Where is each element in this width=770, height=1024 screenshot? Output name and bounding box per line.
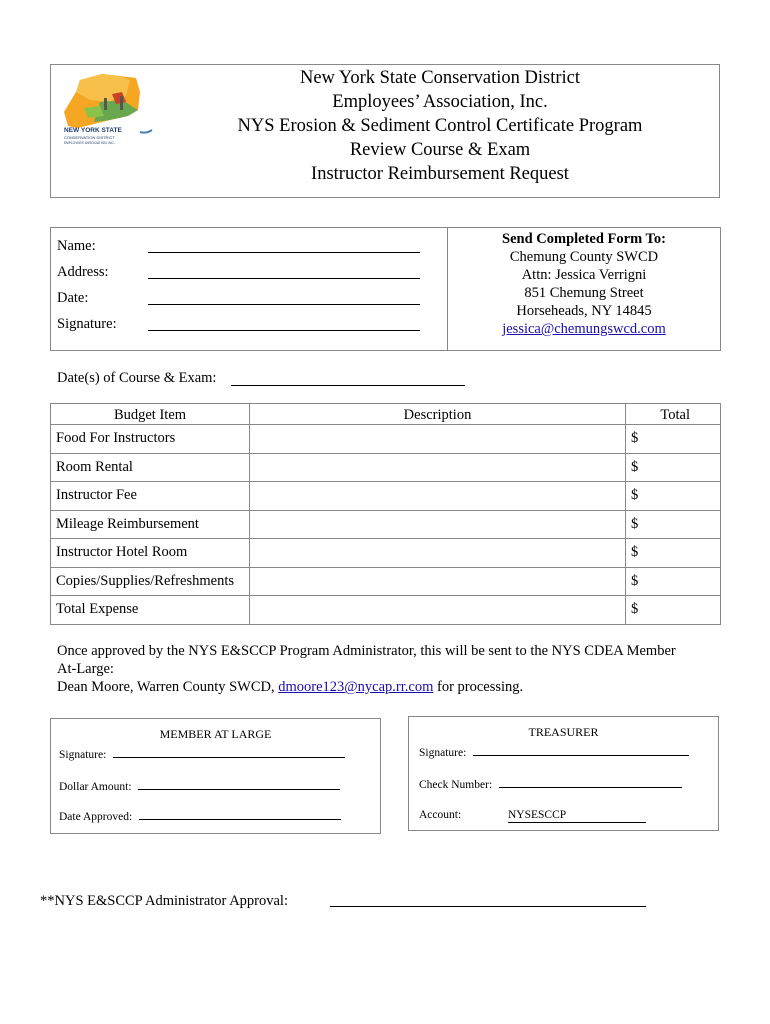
member-amount-field[interactable] [138,789,340,790]
budget-item: Food For Instructors [51,425,250,454]
treasurer-account-row [419,809,461,821]
treasurer-check-label: Check Number: [419,779,493,791]
treasurer-check-row [419,779,682,791]
budget-total-field[interactable]: $ [626,453,721,482]
table-row [51,510,721,539]
member-signature-field[interactable] [113,757,345,758]
budget-item: Copies/Supplies/Refreshments [51,567,250,596]
budget-total-field[interactable]: $ [626,539,721,568]
send-to-org: Chemung County SWCD [509,249,659,265]
table-row [51,425,721,454]
table-row [51,567,721,596]
approval-paragraph [57,642,717,696]
budget-description-field[interactable] [250,567,626,596]
address-label: Address: [57,264,109,280]
member-date-field[interactable] [139,819,341,820]
member-amount-label: Dollar Amount: [59,781,132,793]
table-row [51,453,721,482]
budget-total-field[interactable]: $ [626,596,721,625]
budget-total-field[interactable]: $ [626,482,721,511]
budget-item-total: Total Expense [51,596,250,625]
send-to-email-link[interactable]: jessica@chemungswcd.com [502,321,666,337]
treasurer-title: TREASURER [528,725,599,739]
treasurer-account-field[interactable] [508,809,646,823]
budget-header-description: Description [250,404,626,425]
member-signature-row [59,749,345,761]
budget-description-field[interactable] [250,510,626,539]
total-expense-row [51,596,721,625]
header-line-4: Review Course & Exam [349,140,531,160]
treasurer-signature-field[interactable] [473,755,689,756]
send-to-street: 851 Chemung Street [524,285,644,301]
name-label: Name: [57,238,96,254]
contact-divider [447,227,448,351]
header-title [160,66,720,186]
send-to-title: Send Completed Form To: [502,231,666,247]
budget-total-field[interactable]: $ [626,510,721,539]
date-field[interactable] [148,304,420,305]
member-date-label: Date Approved: [59,811,133,823]
approval-line-1: Once approved by the NYS E&SCCP Program Administrator, this will be sent to the NYS CDEA Member [57,643,676,659]
budget-description-field[interactable] [250,425,626,454]
name-field[interactable] [148,252,420,253]
header-line-5: Instructor Reimbursement Request [311,164,569,184]
send-to-city: Horseheads, NY 14845 [516,303,652,319]
header-line-2: Employees’ Association, Inc. [332,92,548,112]
approval-line-2: At-Large: [57,661,114,677]
logo-text-3: EMPLOYEES' ASSOCIATION, INC. [64,141,115,145]
signature-label: Signature: [57,316,117,332]
admin-approval-label: **NYS E&SCCP Administrator Approval: [40,893,288,909]
header-line-1: New York State Conservation District [299,68,581,88]
member-amount-row [59,781,340,793]
logo-text-1: NEW YORK STATE [64,127,122,134]
budget-description-field[interactable] [250,453,626,482]
budget-header-row [51,404,721,425]
table-row [51,482,721,511]
approval-line-3: Dean Moore, Warren County SWCD, dmoore123@nycap.rr.com for processing. [57,679,524,695]
treasurer-signature-label: Signature: [419,747,467,759]
logo-text-2: CONSERVATION DISTRICT [64,135,115,140]
budget-total-field[interactable]: $ [626,425,721,454]
course-dates-field[interactable] [231,385,465,386]
budget-total-field[interactable]: $ [626,567,721,596]
table-row [51,539,721,568]
admin-approval-field[interactable] [330,906,646,907]
course-dates-label: Date(s) of Course & Exam: [57,370,217,386]
member-at-large-title: MEMBER AT LARGE [159,727,272,741]
treasurer-account-label: Account: [419,809,462,821]
budget-item: Room Rental [51,453,250,482]
signature-field[interactable] [148,330,420,331]
budget-item: Instructor Fee [51,482,250,511]
budget-item: Instructor Hotel Room [51,539,250,568]
nys-cdea-logo [60,72,160,152]
budget-header-item: Budget Item [51,404,250,425]
header-line-3: NYS Erosion & Sediment Control Certificate Program [237,116,643,136]
budget-description-field[interactable] [250,539,626,568]
member-signature-label: Signature: [59,749,107,761]
address-field[interactable] [148,278,420,279]
admin-email-link[interactable]: dmoore123@nycap.rr.com [278,679,434,695]
budget-description-field[interactable] [250,482,626,511]
budget-table [50,403,721,625]
treasurer-account-value: NYSESCCP [508,809,567,821]
date-label: Date: [57,290,89,306]
budget-item: Mileage Reimbursement [51,510,250,539]
member-date-row [59,811,341,823]
budget-header-total: Total [626,404,721,425]
treasurer-check-field[interactable] [499,787,682,788]
send-to-block [449,230,719,338]
treasurer-signature-row [419,747,689,759]
send-to-attn: Attn: Jessica Verrigni [521,267,647,283]
budget-description-field[interactable] [250,596,626,625]
